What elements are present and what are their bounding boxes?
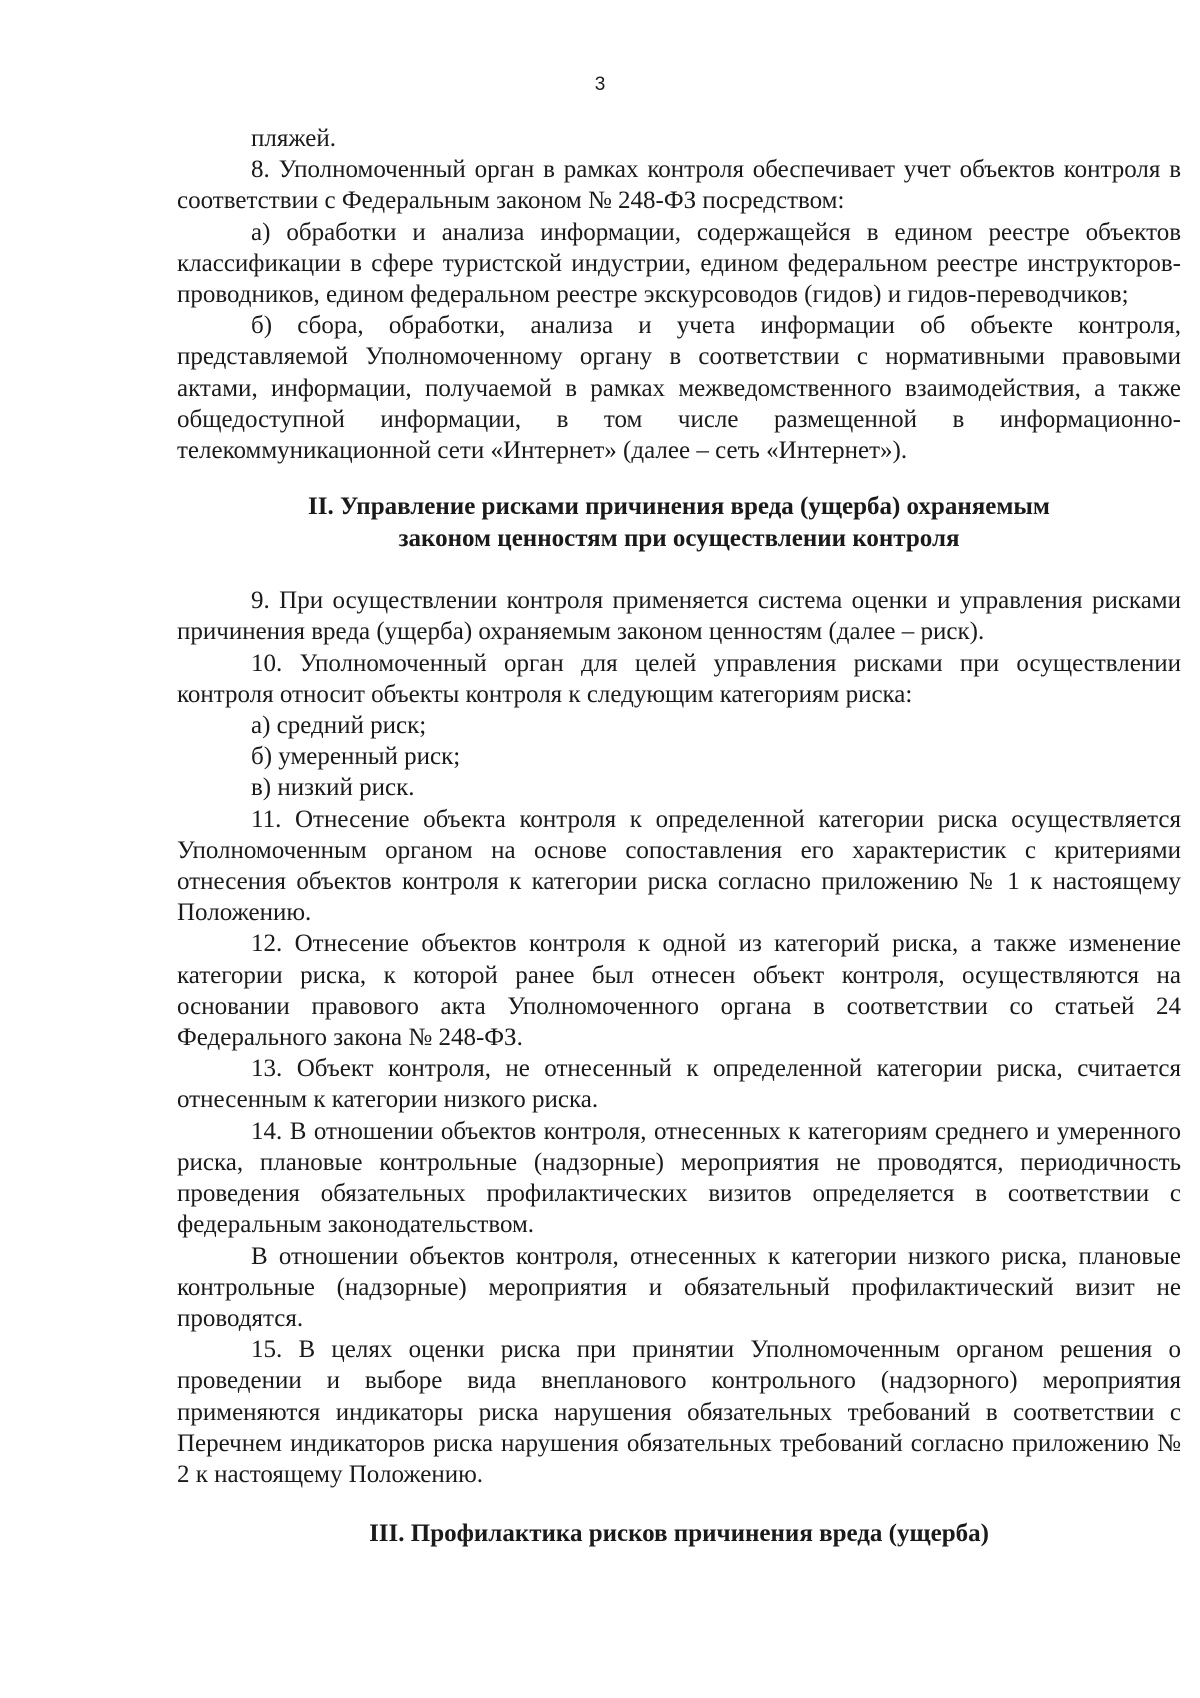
paragraph-15: 15. В целях оценки риска при принятии Уполномоченным органом решения о проведении и выборе вида внепланового контрольного (надзорного) мероприятия применяются индикаторы риска нарушения обязательных требований в соответствии с Перечнем индикаторов риска нарушения обязательных требований согласно приложению № 2 к настоящему Положению.	[177, 1336, 1181, 1488]
paragraph-13: 13. Объект контроля, не отнесенный к определенной категории риска, считается отнесенным к категории низкого риска.	[177, 1055, 1181, 1114]
section-2-heading-line-1: II. Управление рисками причинения вреда (ущерба) охраняемым	[308, 493, 1050, 521]
paragraph-12: 12. Отнесение объектов контроля к одной из категорий риска, а также изменение категории риска, к которой ранее был отнесен объект контроля, осуществляются на основании правового акта Уполномоченного органа в соответствии со статьей 24 Федерального закона № 248-ФЗ.	[177, 930, 1181, 1052]
risk-category-item: а) средний риск;	[251, 712, 427, 740]
document-body	[177, 123, 1181, 1550]
section-2-heading	[177, 491, 1181, 555]
paragraph-8a: а) обработки и анализа информации, содержащейся в едином реестре объектов классификации в сфере туристской индустрии, едином федеральном реестре инструкторов-проводников, едином федеральном реестре экскурсоводов (гидов) и гидов-переводчиков;	[177, 218, 1181, 309]
paragraph-11: 11. Отнесение объекта контроля к определенной категории риска осуществляется Уполномоченным органом на основе сопоставления его характеристик с критериями отнесения объектов контроля к категории риска согласно приложению № 1 к настоящему Положению.	[177, 805, 1181, 927]
section-2-heading-line-2: законом ценностям при осуществлении контроля	[398, 525, 960, 553]
risk-category-item: в) низкий риск.	[251, 774, 415, 802]
risk-category-item: б) умеренный риск;	[251, 743, 461, 771]
paragraph-9: 9. При осуществлении контроля применяется система оценки и управления рисками причинения вреда (ущерба) охраняемым законом ценностям (далее – риск).	[177, 587, 1181, 646]
paragraph-10: 10. Уполномоченный орган для целей управления рисками при осуществлении контроля относит объекты контроля к следующим категориям риска:	[177, 649, 1181, 708]
section-3-heading	[177, 1518, 1181, 1550]
paragraph-14-second: В отношении объектов контроля, отнесенных к категории низкого риска, плановые контрольные (надзорные) мероприятия и обязательный профилактический визит не проводятся.	[177, 1242, 1181, 1332]
paragraph-8: 8. Уполномоченный орган в рамках контроля обеспечивает учет объектов контроля в соответствии с Федеральным законом № 248-ФЗ посредством:	[177, 156, 1181, 215]
paragraph-continuation: пляжей.	[251, 125, 337, 152]
section-3-heading-line-1: III. Профилактика рисков причинения вреда (ущерба)	[369, 1520, 989, 1548]
page-number: 3	[594, 74, 606, 95]
paragraph-14: 14. В отношении объектов контроля, отнесенных к категориям среднего и умеренного риска, плановые контрольные (надзорные) мероприятия не проводятся, периодичность проведения обязательных профилактических визитов определяется в соответствии с федеральным законодательством.	[177, 1117, 1181, 1239]
paragraph-8b: б) сбора, обработки, анализа и учета информации об объекте контроля, представляемой Уполномоченному органу в соответствии с нормативными правовыми актами, информации, получаемой в рамках межведомственного взаимодействия, а также общедоступной информации, в том числе размещенной в информационно-телекоммуникационной сети «Интернет» (далее – сеть «Интернет»).	[177, 312, 1181, 465]
